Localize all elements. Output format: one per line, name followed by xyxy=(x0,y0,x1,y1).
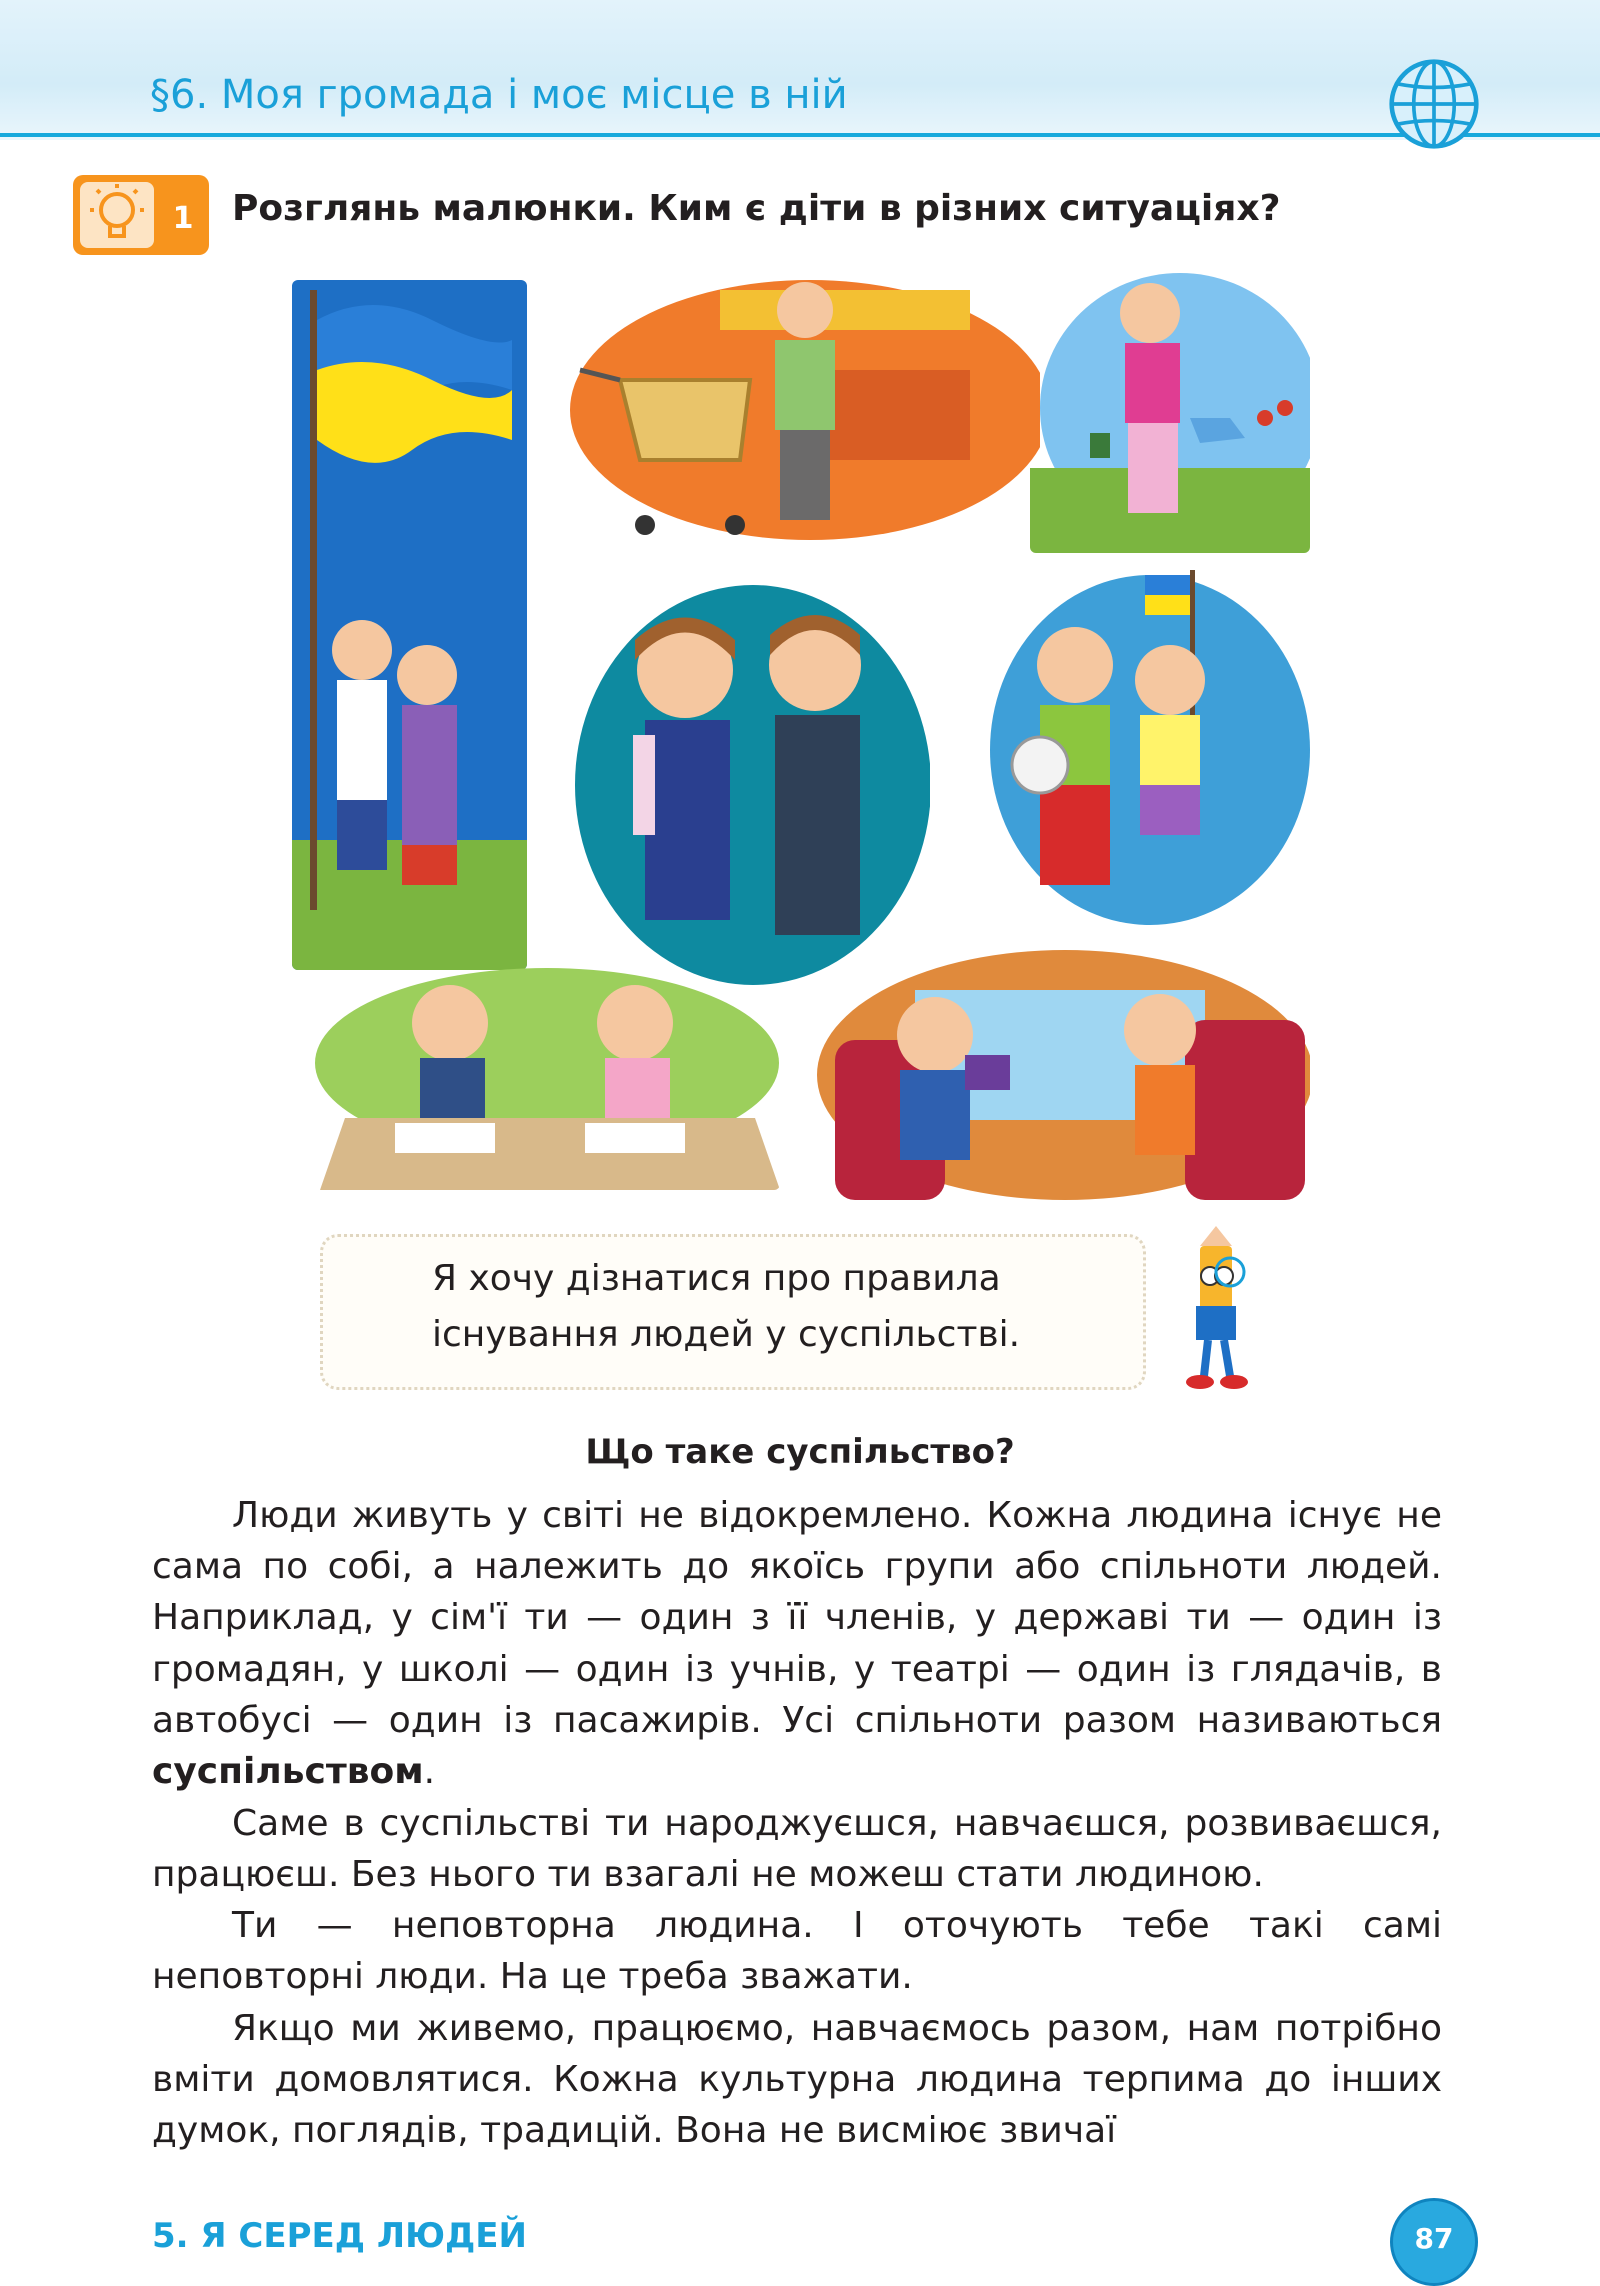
paragraph-1: Люди живуть у світі не відокремлено. Кожна людина існує не сама по собі, а належить до якоїсь групи або спільноти людей. Наприклад, у сім'ї ти — один з її членів, у державі ти — один із громадян, у школі — один із учнів, у театрі — один із глядачів, в автобусі — один із пасажирів. Усі спільноти разом називаються суспільством. xyxy=(152,1495,1442,1793)
illustration-girl-watering-flowers xyxy=(1030,268,1310,553)
pencil-mascot-icon xyxy=(1170,1226,1262,1396)
task-number-badge xyxy=(72,174,210,256)
illustration-boy-in-shop xyxy=(560,270,1040,545)
footer-chapter-title: 5. Я СЕРЕД ЛЮДЕЙ xyxy=(152,2216,527,2256)
section-heading: Що таке суспільство? xyxy=(585,1432,1015,1472)
paragraph-3: Ти — неповторна людина. І оточують тебе такі самі неповторні люди. На це треба зважати. xyxy=(152,1905,1442,1998)
illustration-children-in-school-uniform xyxy=(575,585,930,985)
goal-text-line2: існування людей у суспільстві. xyxy=(432,1314,1021,1355)
term-society: суспільством xyxy=(152,1751,424,1793)
paragraph-4: Якщо ми живемо, працюємо, навчаємось разом, нам потрібно вміти домовлятися. Кожна культурна людина терпима до інших думок, поглядів, традицій. Вона не висміює звичаї xyxy=(152,2008,1442,2152)
illustration-children-with-flag-and-ball xyxy=(985,560,1310,935)
paragraph-2: Саме в суспільстві ти народжуєшся, навчаєшся, розвиваєшся, працюєш. Без нього ти взагалі не можеш стати людиною. xyxy=(152,1803,1442,1896)
task-number: 1 xyxy=(172,201,194,236)
illustration-children-at-desk xyxy=(315,968,780,1190)
page-number: 87 xyxy=(1414,2222,1454,2255)
header-band xyxy=(0,0,1600,140)
goal-text-line1: Я хочу дізнатися про правила xyxy=(432,1258,1001,1299)
globe-icon xyxy=(1388,58,1480,150)
illustration-children-in-train xyxy=(815,950,1310,1200)
illustration-children-with-flag xyxy=(292,280,527,970)
task-text: Розглянь малюнки. Ким є діти в різних ситуаціях? xyxy=(232,188,1281,229)
section-title: §6. Моя громада і моє місце в ній xyxy=(150,72,848,118)
header-rule xyxy=(0,133,1600,137)
